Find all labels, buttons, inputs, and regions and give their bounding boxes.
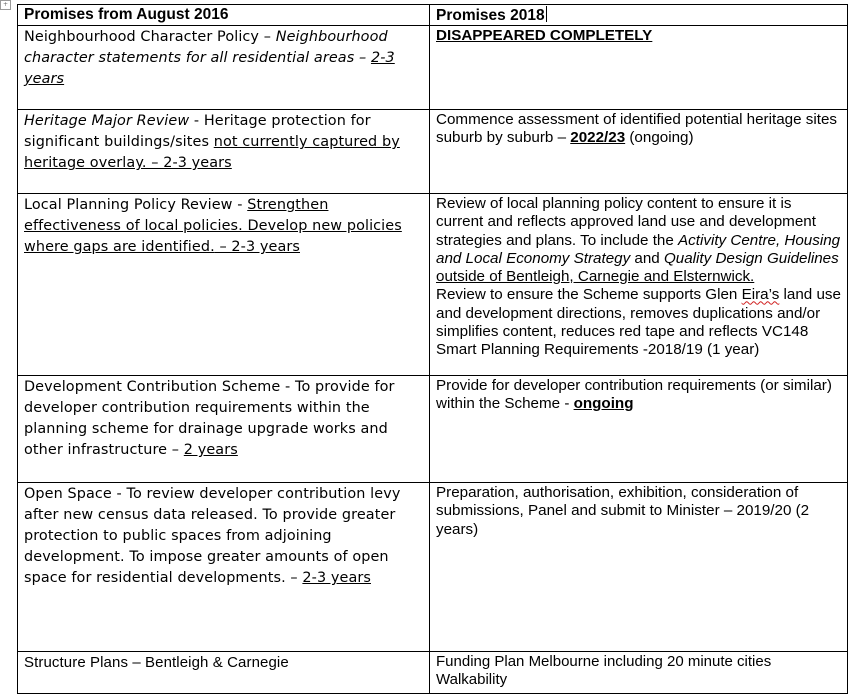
update-text: Provide for developer contribution requirements (or similar) within the Scheme -	[436, 377, 832, 413]
header-promises-2018[interactable]	[430, 5, 848, 26]
promise-timeframe: 2 years	[183, 442, 238, 458]
update-text: Review of local planning policy content to ensure it is current and reflects approved land use and development strategies and plans. To include the	[436, 195, 816, 249]
table-row-partial	[18, 652, 848, 694]
promise-description: To review developer contribution levy after new census data released. To provide greater protection to public spaces from adjoining development. To impose greater amounts of open space for residential developments. –	[24, 486, 401, 586]
promise-timeframe: 2-3 years	[302, 570, 371, 586]
table-row	[18, 483, 848, 652]
cell-2018-local-planning[interactable]	[430, 194, 848, 376]
cell-2016-neighbourhood[interactable]	[18, 26, 430, 110]
update-tail: (ongoing)	[625, 129, 694, 147]
promise-description: Heritage protection for significant buildings/sites	[24, 113, 371, 150]
separator: -	[280, 379, 296, 395]
cell-2016-development-contribution[interactable]	[18, 376, 430, 483]
promise-title: Neighbourhood Character Policy	[24, 29, 260, 45]
table-row	[18, 194, 848, 376]
cell-2018-open-space[interactable]	[430, 483, 848, 652]
promises-table	[17, 4, 848, 694]
header-promises-2016: Promises from August 2016	[18, 5, 430, 26]
cell-2018-neighbourhood[interactable]	[430, 26, 848, 110]
promise-description: To provide for developer contribution requirements within the planning scheme for drainage upgrade works and other infrastructure –	[24, 379, 395, 458]
strategy-name: Activity Centre, Housing and Local Economy Strategy	[436, 231, 841, 267]
cell-2018-structure-plans[interactable]	[430, 652, 848, 694]
update-text: Preparation, authorisation, exhibition, consideration of submissions, Panel and submit to Minister – 2019/20 (2 years)	[436, 484, 810, 538]
promise-timeframe: – 2-3 years	[214, 239, 300, 255]
update-text: Funding Plan Melbourne including 20 minute cities Walkability	[436, 653, 772, 689]
guidelines-name: Quality Design Guidelines	[663, 249, 839, 267]
separator: -	[189, 113, 204, 129]
update-status: ongoing	[573, 395, 634, 413]
table-header-row	[18, 5, 848, 26]
promise-description: Strengthen effectiveness of local policies. Develop new policies where gaps are identified.	[24, 197, 402, 255]
promise-timeframe: not currently captured by heritage overlay. – 2-3 years	[24, 134, 400, 171]
text-cursor	[546, 6, 547, 22]
status-disappeared: DISAPPEARED COMPLETELY	[436, 27, 653, 44]
promise-timeframe: 2-3 years	[24, 50, 395, 87]
promise-title: Structure Plans – Bentleigh & Carnegie	[24, 654, 289, 671]
table-row	[18, 376, 848, 483]
cell-2016-structure-plans[interactable]	[18, 652, 430, 694]
promise-title: Local Planning Policy Review	[24, 197, 233, 213]
table-move-handle[interactable]: +	[0, 0, 11, 10]
cell-2016-heritage[interactable]	[18, 110, 430, 194]
table-row	[18, 110, 848, 194]
promise-title: Open Space	[24, 486, 112, 502]
separator: -	[232, 197, 248, 213]
promise-title: Development Contribution Scheme	[24, 379, 281, 395]
separator: –	[259, 29, 276, 45]
review-text: Review to ensure the Scheme supports Glen	[436, 286, 742, 304]
header-promises-2018-label: Promises 2018	[436, 7, 545, 24]
separator: -	[111, 486, 127, 502]
exclusion-note: outside of Bentleigh, Carnegie and Elsternwick.	[436, 268, 755, 286]
update-text: Commence assessment of identified potential heritage sites suburb by suburb –	[436, 111, 837, 147]
promise-description: Neighbourhood character statements for all residential areas –	[24, 29, 388, 66]
cell-2018-development-contribution[interactable]	[430, 376, 848, 483]
review-text-tail: land use and development directions, removes duplications and/or simplifies content, reduces red tape and reflects VC148 Smart Planning Requirements -2018/19 (1 year)	[436, 286, 841, 359]
cell-2016-local-planning[interactable]	[18, 194, 430, 376]
conjunction: and	[630, 249, 664, 267]
promise-title: Heritage Major Review	[24, 113, 190, 129]
cell-2018-heritage[interactable]	[430, 110, 848, 194]
spellcheck-word[interactable]: Eira’s	[741, 286, 780, 304]
cell-2016-open-space[interactable]	[18, 483, 430, 652]
table-row	[18, 26, 848, 110]
update-date: 2022/23	[570, 129, 626, 147]
